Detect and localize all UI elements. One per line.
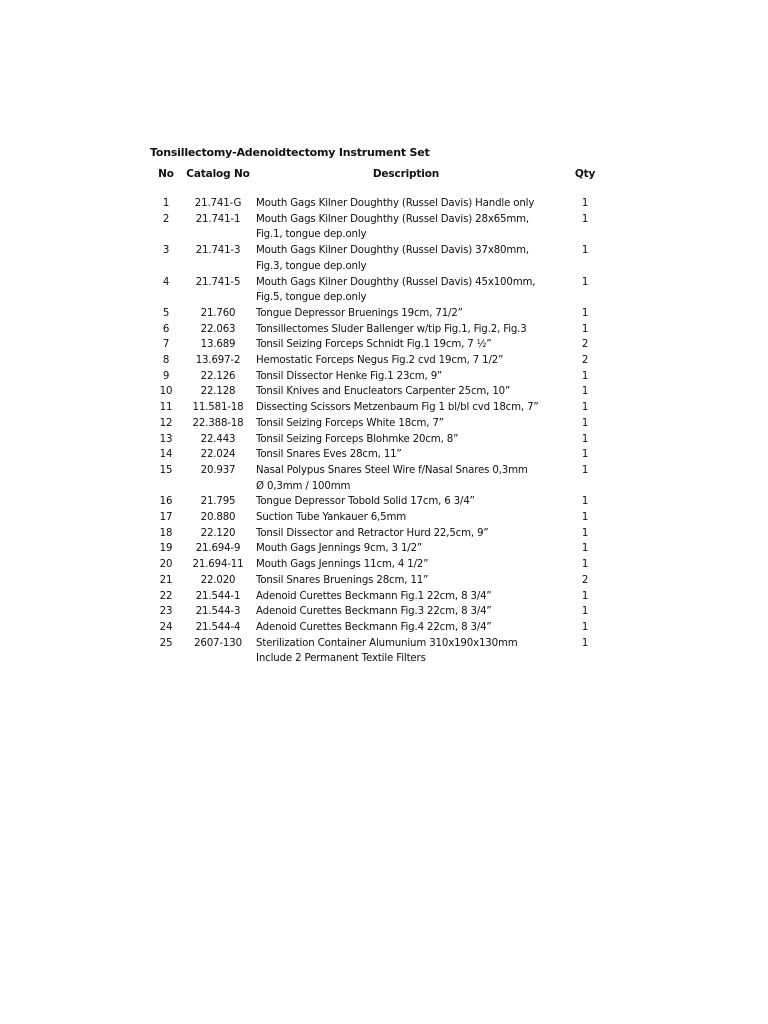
description-line: Mouth Gags Jennings 9cm, 3 1/2”: [256, 543, 423, 555]
description-line: Adenoid Curettes Beckmann Fig.1 22cm, 8 3/4”: [256, 590, 492, 602]
table-row: [150, 589, 612, 605]
description-line: Tonsil Dissector and Retractor Hurd 22,5cm, 9”: [256, 527, 489, 539]
description-line: Hemostatic Forceps Negus Fig.2 cvd 19cm, 7 1/2”: [256, 355, 504, 367]
table-body: [150, 196, 612, 667]
table-row: [150, 557, 612, 573]
description-cell: [254, 494, 558, 510]
header-qty: Qty: [574, 168, 596, 180]
quantity: 1: [581, 402, 589, 414]
table-row: [150, 212, 612, 243]
table-row: [150, 432, 612, 448]
quantity: 1: [581, 637, 589, 649]
description-cell: [254, 557, 558, 573]
table-row: [150, 369, 612, 385]
table-row: [150, 400, 612, 416]
instrument-table: [150, 168, 612, 667]
quantity: 1: [581, 370, 589, 382]
description-cell: [254, 416, 558, 432]
description-line: Adenoid Curettes Beckmann Fig.4 22cm, 8 3/4”: [256, 621, 492, 633]
quantity: 1: [581, 323, 589, 335]
quantity: 1: [581, 386, 589, 398]
row-number: 24: [159, 621, 173, 633]
row-number: 3: [162, 245, 170, 257]
catalog-number: 21.694-9: [195, 543, 241, 555]
description-line: Fig.1, tongue dep.only: [256, 229, 367, 241]
quantity: 1: [581, 198, 589, 209]
description-line: Tonsil Snares Eves 28cm, 11”: [256, 449, 402, 461]
document-page: [150, 146, 620, 667]
table-row: [150, 447, 612, 463]
catalog-number: 22.126: [200, 370, 236, 382]
description-cell: [254, 526, 558, 542]
row-number: 9: [162, 370, 170, 382]
description-line: Tongue Depressor Bruenings 19cm, 71/2”: [256, 307, 463, 319]
quantity: 1: [581, 433, 589, 445]
description-cell: [254, 620, 558, 636]
table-row: [150, 275, 612, 306]
header-no: No: [158, 168, 174, 180]
description-line: Include 2 Permanent Textile Filters: [256, 653, 426, 665]
catalog-number: 22.388-18: [192, 417, 244, 429]
quantity: 1: [581, 512, 589, 524]
description-line: Mouth Gags Kilner Doughthy (Russel Davis) 45x100mm,: [256, 276, 536, 288]
description-cell: [254, 212, 558, 243]
row-number: 7: [162, 339, 170, 351]
catalog-number: 22.020: [200, 574, 236, 586]
table-row: [150, 604, 612, 620]
row-number: 22: [159, 590, 173, 602]
description-cell: [254, 589, 558, 605]
description-line: Tonsil Seizing Forceps Blohmke 20cm, 8”: [256, 433, 459, 445]
row-number: 2: [162, 213, 170, 225]
catalog-number: 11.581-18: [192, 402, 244, 414]
row-number: 14: [159, 449, 173, 461]
catalog-number: 21.544-1: [195, 590, 241, 602]
row-number: 4: [162, 276, 170, 288]
catalog-number: 22.063: [200, 323, 236, 335]
table-row: [150, 573, 612, 589]
description-cell: [254, 196, 558, 212]
description-cell: [254, 243, 558, 274]
catalog-number: 22.120: [200, 527, 236, 539]
description-cell: [254, 384, 558, 400]
description-line: Tonsil Seizing Forceps Schnidt Fig.1 19cm, 7 ½”: [256, 339, 492, 351]
description-line: Tonsil Snares Bruenings 28cm, 11”: [256, 574, 429, 586]
description-cell: [254, 369, 558, 385]
quantity: 1: [581, 543, 589, 555]
description-cell: [254, 541, 558, 557]
quantity: 2: [581, 574, 589, 586]
quantity: 1: [581, 621, 589, 633]
description-cell: [254, 306, 558, 322]
row-number: 11: [159, 402, 173, 414]
description-cell: [254, 604, 558, 620]
table-row: [150, 510, 612, 526]
table-row: [150, 384, 612, 400]
description-cell: [254, 337, 558, 353]
table-row: [150, 353, 612, 369]
quantity: 1: [581, 213, 589, 225]
catalog-number: 22.024: [200, 449, 236, 461]
quantity: 1: [581, 307, 589, 319]
quantity: 1: [581, 527, 589, 539]
catalog-number: 21.741-5: [195, 276, 241, 288]
catalog-number: 21.741-3: [195, 245, 241, 257]
row-number: 10: [159, 386, 173, 398]
catalog-number: 21.544-4: [195, 621, 241, 633]
description-line: Nasal Polypus Snares Steel Wire f/Nasal Snares 0,3mm: [256, 464, 528, 476]
quantity: 1: [581, 464, 589, 476]
catalog-number: 21.741-G: [194, 198, 242, 209]
table-row: [150, 337, 612, 353]
description-line: Ø 0,3mm / 100mm: [256, 480, 351, 492]
catalog-number: 13.689: [200, 339, 236, 351]
description-cell: [254, 510, 558, 526]
row-number: 1: [162, 198, 170, 209]
row-number: 8: [162, 355, 170, 367]
quantity: 1: [581, 449, 589, 461]
table-row: [150, 620, 612, 636]
description-line: Tonsil Knives and Enucleators Carpenter 25cm, 10”: [256, 386, 511, 398]
catalog-number: 20.937: [200, 464, 236, 476]
row-number: 12: [159, 417, 173, 429]
quantity: 1: [581, 590, 589, 602]
header-catalog-no: Catalog No: [186, 168, 250, 180]
row-number: 6: [162, 323, 170, 335]
description-line: Mouth Gags Kilner Doughthy (Russel Davis) 37x80mm,: [256, 245, 529, 257]
description-line: Suction Tube Yankauer 6,5mm: [256, 512, 407, 524]
quantity: 1: [581, 417, 589, 429]
description-line: Dissecting Scissors Metzenbaum Fig 1 bl/bl cvd 18cm, 7”: [256, 402, 539, 414]
quantity: 1: [581, 276, 589, 288]
row-number: 18: [159, 527, 173, 539]
description-cell: [254, 400, 558, 416]
document-title: Tonsillectomy-Adenoidtectomy Instrument Set: [150, 146, 430, 159]
row-number: 20: [159, 559, 173, 571]
row-number: 19: [159, 543, 173, 555]
description-line: Mouth Gags Jennings 11cm, 4 1/2”: [256, 559, 429, 571]
description-line: Sterilization Container Alumunium 310x190x130mm: [256, 637, 518, 649]
row-number: 23: [159, 606, 173, 618]
table-row: [150, 306, 612, 322]
description-line: Fig.5, tongue dep.only: [256, 292, 367, 304]
quantity: 1: [581, 606, 589, 618]
catalog-number: 21.544-3: [195, 606, 241, 618]
description-cell: [254, 573, 558, 589]
table-row: [150, 463, 612, 494]
table-row: [150, 243, 612, 274]
row-number: 25: [159, 637, 173, 649]
table-row: [150, 494, 612, 510]
description-cell: [254, 275, 558, 306]
table-header-row: [150, 168, 612, 196]
quantity: 1: [581, 496, 589, 508]
description-line: Adenoid Curettes Beckmann Fig.3 22cm, 8 3/4”: [256, 606, 492, 618]
catalog-number: 20.880: [200, 512, 236, 524]
catalog-number: 22.443: [200, 433, 236, 445]
description-line: Mouth Gags Kilner Doughthy (Russel Davis) Handle only: [256, 198, 535, 209]
description-line: Mouth Gags Kilner Doughthy (Russel Davis) 28x65mm,: [256, 213, 529, 225]
table-row: [150, 541, 612, 557]
catalog-number: 13.697-2: [195, 355, 241, 367]
table-row: [150, 526, 612, 542]
row-number: 17: [159, 512, 173, 524]
table-row: [150, 322, 612, 338]
row-number: 16: [159, 496, 173, 508]
catalog-number: 21.795: [200, 496, 236, 508]
description-cell: [254, 447, 558, 463]
catalog-number: 2607-130: [194, 637, 242, 649]
description-cell: [254, 432, 558, 448]
description-cell: [254, 636, 558, 667]
row-number: 15: [159, 464, 173, 476]
description-cell: [254, 322, 558, 338]
description-cell: [254, 463, 558, 494]
description-line: Fig.3, tongue dep.only: [256, 260, 367, 272]
catalog-number: 21.741-1: [195, 213, 241, 225]
catalog-number: 21.760: [200, 307, 236, 319]
quantity: 1: [581, 245, 589, 257]
row-number: 5: [162, 307, 170, 319]
quantity: 2: [581, 339, 589, 351]
catalog-number: 21.694-11: [192, 559, 244, 571]
description-line: Tonsil Dissector Henke Fig.1 23cm, 9”: [256, 370, 443, 382]
quantity: 1: [581, 559, 589, 571]
description-line: Tonsil Seizing Forceps White 18cm, 7”: [256, 417, 444, 429]
description-line: Tonsillectomes Sluder Ballenger w/tip Fig.1, Fig.2, Fig.3: [256, 323, 527, 335]
table-row: [150, 416, 612, 432]
row-number: 13: [159, 433, 173, 445]
description-cell: [254, 353, 558, 369]
description-line: Tongue Depressor Tobold Solid 17cm, 6 3/4”: [256, 496, 475, 508]
header-description: Description: [372, 168, 440, 180]
row-number: 21: [159, 574, 173, 586]
quantity: 2: [581, 355, 589, 367]
table-row: [150, 636, 612, 667]
table-row: [150, 196, 612, 212]
catalog-number: 22.128: [200, 386, 236, 398]
